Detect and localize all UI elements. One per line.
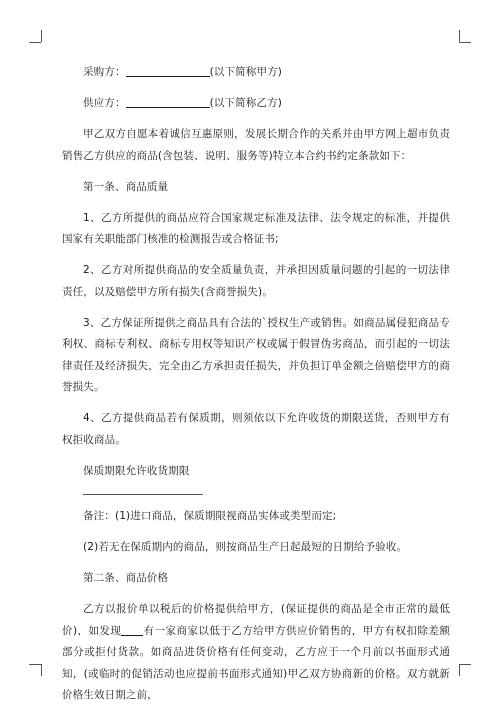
article1-item3: 3、乙方保证所提供之商品具有合法的`授权生产或销售。如商品属侵犯商品专利权、商标专利权、商标专用权等知识产权或属于假冒伪劣商品，而引起的一切法律责任及经济损失，完全由乙方承担责任损失，并负担订单金额之倍赔偿甲方的商誉损失。 [62,316,450,393]
article1-item4: 4、乙方提供商品若有保质期，则须依以下允许收货的期限送货，否则甲方有权拒收商品。 [62,412,450,446]
article2-text-a: 乙方以报价单以税后的价格提供给甲方，(保证提供的商品是全市正常的最低价)，如发现 [62,603,450,637]
buyer-blank [126,64,210,77]
document-body [62,62,450,707]
intro-paragraph: 甲乙双方自愿本着诚信互惠原则，发展长期合作的关系并由甲方网上超市负责销售乙方供应的商品(含包装、说明、服务等)特立本合约书约定条款如下： [62,128,450,162]
article1-title: 第一条、商品质量 [83,180,169,193]
supplier-label: 供应方： [83,97,126,109]
buyer-suffix: (以下简称甲方) [209,66,283,78]
article2-title: 第二条、商品价格 [83,572,169,584]
supplier-blank [126,95,210,108]
supplier-suffix: (以下简称乙方) [209,97,283,109]
article2-text-b: 有一家商家以低于乙方给甲方供应价销售的，甲方有权扣除差额部分或拒付货款。如商品进货价格有任何变动，乙方应于一个月前以书面形式通知，(或临时的促销活动也应提前书面形式通知)甲乙双方协商新的价格。双方就新价格生效日期之前， [62,624,451,701]
shelf-life-blank-line [83,494,203,495]
buyer-label: 采购方： [83,66,126,78]
article2-paragraph [62,599,450,707]
shelf-life-label: 保质期限允许收货期限 [83,464,190,477]
buyer-line [62,62,450,84]
supplier-line [62,93,450,115]
article1-item1: 1、乙方所提供的商品应符合国家规定标准及法律、法令规定的标准，并提供国家有关职能部门核准的检测报告或合格证书; [62,211,450,245]
note-1: 备注：(1)进口商品，保质期限视商品实体或类型而定; [83,510,337,522]
article2-blank [121,623,143,636]
note-2: (2)若无在保质期内的商品，则按商品生产日起最短的日期给予验收。 [83,541,408,553]
article1-item2: 2、乙方对所提供商品的安全质量负责，并承担因质量问题的引起的一切法律责任，以及赔偿甲方所有损失(含商誉损失)。 [62,264,450,298]
